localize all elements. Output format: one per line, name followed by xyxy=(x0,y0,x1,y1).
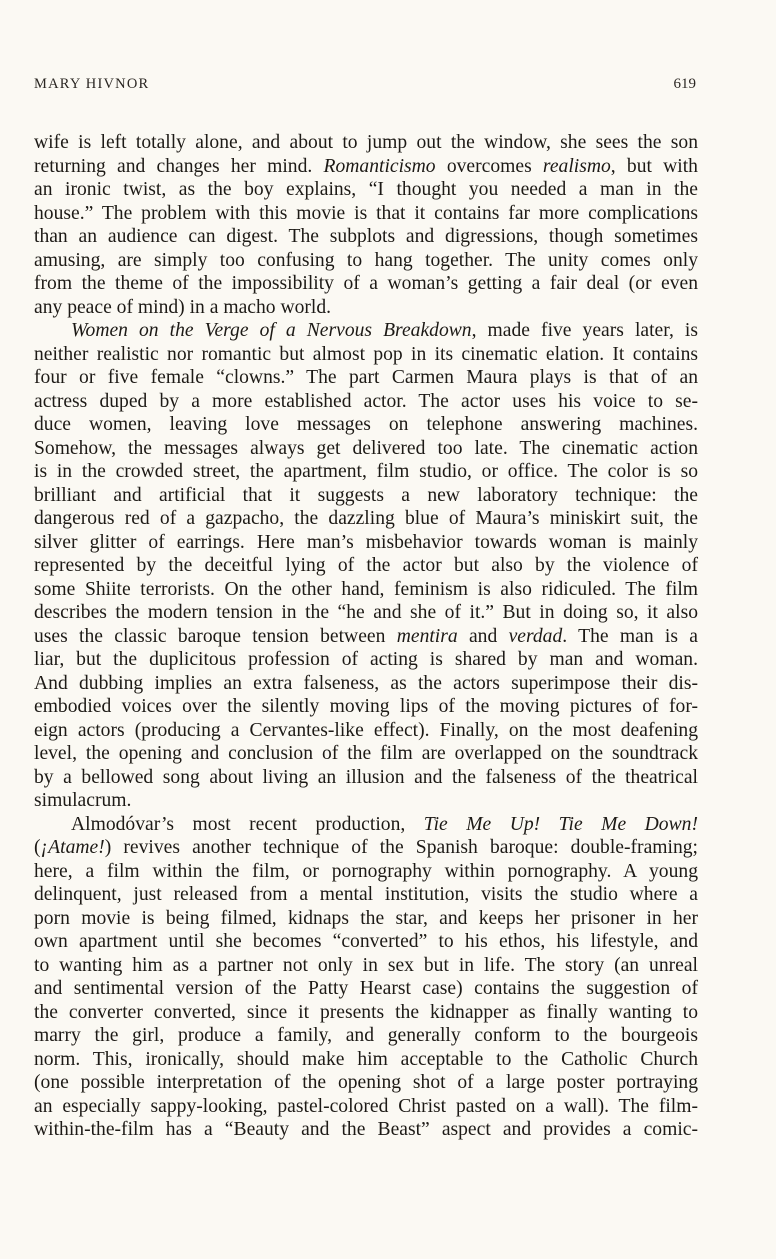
italic-term: realismo xyxy=(542,155,611,177)
text-line: brilliant and artificial that it suggests a new laboratory technique: the xyxy=(34,484,698,506)
running-head xyxy=(34,76,696,96)
text-line: any peace of mind) in a macho world. xyxy=(34,296,332,318)
text-line: marry the girl, produce a family, and generally conform to the bourgeois xyxy=(34,1025,698,1046)
film-title: Women on the Verge of a Nervous Breakdown xyxy=(71,320,472,341)
text-line: (one possible interpretation of the opening shot of a large poster portraying xyxy=(34,1072,698,1093)
text-line: within-the-film has a “Beauty and the Beast” aspect and provides a comic- xyxy=(34,1119,698,1140)
page-number: 619 xyxy=(673,76,696,92)
text-line: an especially sappy-looking, pastel-colored Christ pasted on a wall). The film- xyxy=(34,1095,698,1117)
text-line: some Shiite terrorists. On the other hand, feminism is also ridiculed. The film xyxy=(34,578,698,600)
text-line: four or five female “clowns.” The part Carmen Maura plays is that of an xyxy=(34,367,698,388)
text-line: Women on the Verge of a Nervous Breakdown, made five years later, is xyxy=(71,320,698,341)
text-line: dangerous red of a gazpacho, the dazzling blue of Maura’s miniskirt suit, the xyxy=(34,508,698,529)
text-line: neither realistic nor romantic but almost pop in its cinematic elation. It contains xyxy=(34,343,698,365)
text-line: liar, but the duplicitous profession of acting is shared by man and woman. xyxy=(34,649,698,670)
text-line: own apartment until she becomes “converted” to his ethos, his lifestyle, and xyxy=(34,931,698,952)
text-line: here, a film within the film, or pornography within pornography. A young xyxy=(34,860,698,882)
text-line: simulacrum. xyxy=(34,790,132,811)
italic-term: verdad xyxy=(508,625,563,647)
text-line: (¡Atame!) revives another technique of the Spanish baroque: double-framing; xyxy=(34,837,698,858)
text-line: wife is left totally alone, and about to jump out the window, she sees the son xyxy=(34,132,698,153)
text-line: is in the crowded street, the apartment, film studio, or office. The color is so xyxy=(34,461,698,482)
text-line: than an audience can digest. The subplots and digressions, though sometimes xyxy=(34,226,698,247)
text-line: and sentimental version of the Patty Hearst case) contains the suggestion of xyxy=(34,978,698,999)
text-line: norm. This, ironically, should make him acceptable to the Catholic Church xyxy=(34,1048,698,1070)
text-line: Almodóvar’s most recent production, Tie Me Up! Tie Me Down! xyxy=(71,813,698,835)
text-line: level, the opening and conclusion of the film are overlapped on the soundtrack xyxy=(34,743,698,764)
text-line: duce women, leaving love messages on telephone answering machines. xyxy=(34,414,698,435)
film-title: Tie Me Up! Tie Me Down! xyxy=(423,813,698,835)
text-line: an ironic twist, as the boy explains, “I thought you needed a man in the xyxy=(34,179,698,200)
text-line: describes the modern tension in the “he and she of it.” But in doing so, it also xyxy=(34,602,698,623)
italic-term: mentira xyxy=(396,625,458,647)
text-line: returning and changes her mind. Romanticismo overcomes realismo, but with xyxy=(34,155,698,177)
text-line: house.” The problem with this movie is that it contains far more complications xyxy=(34,202,698,224)
running-head-author: MARY HIVNOR xyxy=(34,76,150,92)
text-line: eign actors (producing a Cervantes-like effect). Finally, on the most deafening xyxy=(34,719,698,741)
text-line: actress duped by a more established actor. The actor uses his voice to se- xyxy=(34,390,698,412)
text-line: And dubbing implies an extra falseness, as the actors superimpose their dis- xyxy=(34,672,698,694)
text-line: embodied voices over the silently moving lips of the moving pictures of for- xyxy=(34,696,698,717)
body-text xyxy=(34,131,698,1142)
text-line: to wanting him as a partner not only in sex but in life. The story (an unreal xyxy=(34,954,698,976)
text-line: represented by the deceitful lying of the actor but also by the violence of xyxy=(34,555,698,576)
text-line: delinquent, just released from a mental institution, visits the studio where a xyxy=(34,884,698,905)
italic-term: Romanticismo xyxy=(323,155,436,177)
text-line: porn movie is being filmed, kidnaps the star, and keeps her prisoner in her xyxy=(34,907,698,929)
text-line: uses the classic baroque tension between mentira and verdad. The man is a xyxy=(34,625,698,647)
film-title: ¡Atame! xyxy=(40,837,105,858)
text-line: by a bellowed song about living an illusion and the falseness of the theatrical xyxy=(34,766,698,788)
text-line: silver glitter of earrings. Here man’s misbehavior towards woman is mainly xyxy=(34,531,698,553)
text-line: amusing, are simply too confusing to hang together. The unity comes only xyxy=(34,249,698,271)
text-line: from the theme of the impossibility of a woman’s getting a fair deal (or even xyxy=(34,273,698,294)
text-line: Somehow, the messages always get delivered too late. The cinematic action xyxy=(34,437,698,459)
text-line: the converter converted, since it presents the kidnapper as finally wanting to xyxy=(34,1001,698,1023)
